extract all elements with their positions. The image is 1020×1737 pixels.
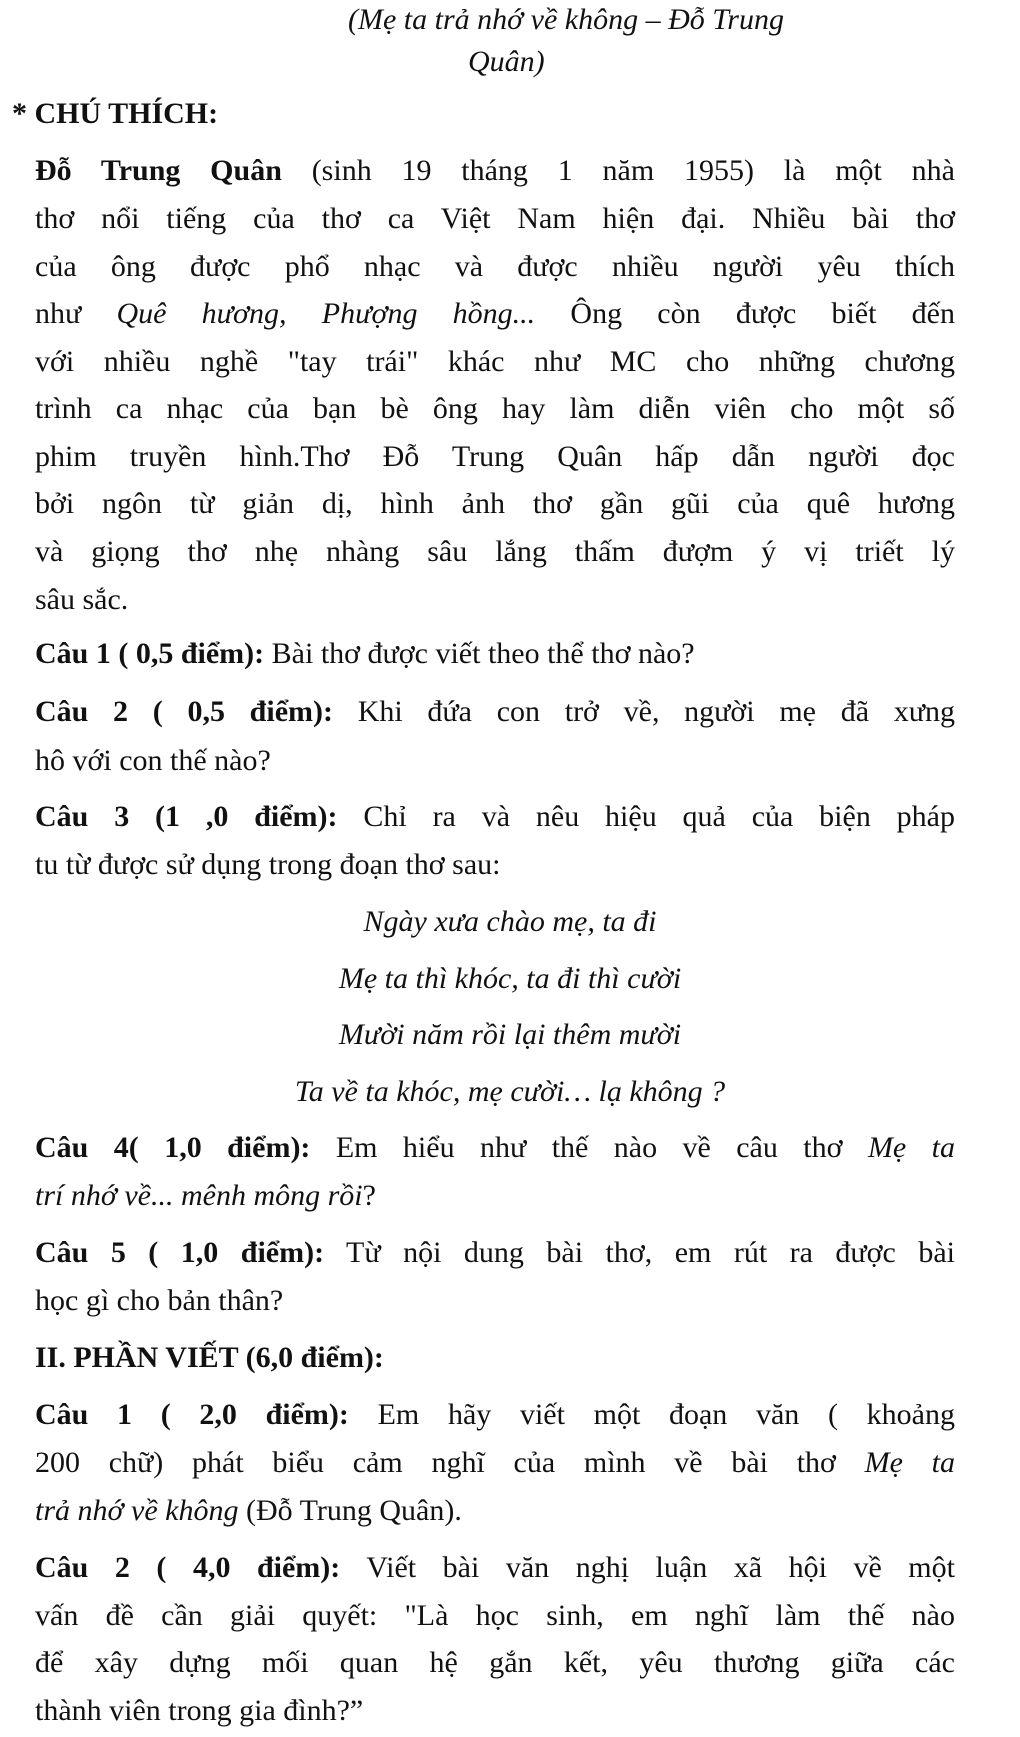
question-4-label: Câu 4( 1,0 điểm):: [35, 1131, 311, 1165]
question-4-text-1: Em hiểu như thế nào về câu thơ: [310, 1131, 868, 1165]
notes-line-9: và giọng thơ nhẹ nhàng sâu lắng thấm đượm ý vị triết lý: [35, 534, 955, 568]
notes-line-8: bởi ngôn từ giản dị, hình ảnh thơ gần gũi của quê hương: [35, 486, 955, 520]
writing-2-line-4: thành viên trong gia đình?”: [35, 1693, 364, 1727]
question-2-line-2: hô với con thế nào?: [35, 743, 271, 777]
question-5-label: Câu 5 ( 1,0 điểm):: [35, 1235, 325, 1269]
question-3-line-1: [35, 797, 955, 837]
notes-line-5: với nhiều nghề "tay trái" khác như MC cho những chương: [35, 344, 955, 378]
source-text-1: (Mẹ ta trả nhớ về không – Đỗ Trung: [348, 3, 784, 36]
source-line-1: [348, 0, 948, 40]
notes-line-7: phim truyền hình.Thơ Đỗ Trung Quân hấp dẫn người đọc: [35, 439, 955, 473]
poem-line-4: Ta về ta khóc, mẹ cười… lạ không ?: [294, 1074, 726, 1108]
poem-line-3: Mười năm rồi lại thêm mười: [338, 1018, 682, 1052]
notes-line-10: sâu sắc.: [35, 582, 129, 616]
question-4-line-2: [35, 1176, 955, 1216]
question-5-line-1: [35, 1233, 955, 1273]
question-4-line-1: [35, 1128, 955, 1168]
writing-2-line-2: vấn đề cần giải quyết: "Là học sinh, em nghĩ làm thế nào: [35, 1598, 955, 1632]
writing-1-line-1: [35, 1395, 955, 1435]
writing-2-label: Câu 2 ( 4,0 điểm):: [35, 1550, 341, 1584]
source-line-2: [468, 42, 668, 82]
question-4-quote-2: trí nhớ về... mênh mông rồi: [35, 1179, 363, 1213]
writing-2-line-1: [35, 1548, 955, 1588]
writing-1-text-1: Em hãy viết một đoạn văn ( khoảng: [348, 1398, 955, 1432]
question-3-line-2: tu từ được sử dụng trong đoạn thơ sau:: [35, 848, 501, 882]
question-4-end: ?: [362, 1179, 376, 1213]
writing-1-text-3: (Đỗ Trung Quân).: [238, 1494, 462, 1528]
question-1-label: Câu 1 ( 0,5 điểm):: [35, 637, 265, 671]
notes-line-4-rest: Ông còn được biết đến: [570, 296, 955, 330]
question-3-text-1: Chỉ ra và nêu hiệu quả của biện pháp: [337, 800, 955, 834]
writing-1-text-2: 200 chữ) phát biểu cảm nghĩ của mình về bài thơ: [35, 1446, 865, 1480]
source-text-2: Quân): [468, 45, 545, 79]
notes-line-2: thơ nổi tiếng của thơ ca Việt Nam hiện đại. Nhiều bài thơ: [35, 201, 955, 235]
writing-1-line-3: [35, 1491, 955, 1531]
notes-line-4: [35, 294, 955, 334]
poem-line-1: Ngày xưa chào mẹ, ta đi: [363, 904, 657, 938]
poem-line-2: Mẹ ta thì khóc, ta đi thì cười: [338, 961, 682, 995]
notes-line-4-prefix: như: [35, 296, 117, 330]
notes-line-1: [35, 151, 955, 191]
writing-1-title-2: trả nhớ về không: [35, 1494, 239, 1528]
question-5-text-1: Từ nội dung bài thơ, em rút ra được bài: [324, 1235, 955, 1269]
question-1-text: Bài thơ được viết theo thể thơ nào?: [264, 637, 695, 671]
question-1: [35, 634, 955, 674]
question-2-text-1: Khi đứa con trở về, người mẹ đã xưng: [333, 694, 955, 728]
notes-line-4-titles: Quê hương, Phượng hồng...: [116, 296, 536, 330]
question-5-line-2: học gì cho bản thân?: [35, 1283, 284, 1317]
writing-heading: II. PHẦN VIẾT (6,0 điểm):: [35, 1340, 384, 1374]
author-name: Đỗ Trung Quân: [35, 153, 282, 187]
writing-1-label: Câu 1 ( 2,0 điểm):: [35, 1398, 349, 1432]
notes-line-3: của ông được phổ nhạc và được nhiều người yêu thích: [35, 249, 955, 283]
question-2-label: Câu 2 ( 0,5 điểm):: [35, 694, 333, 728]
notes-heading: * CHÚ THÍCH:: [12, 97, 219, 131]
writing-1-title-1: Mẹ ta: [864, 1446, 955, 1480]
notes-text-1: (sinh 19 tháng 1 năm 1955) là một nhà: [281, 153, 955, 187]
writing-2-text-1: Viết bài văn nghị luận xã hội về một: [340, 1550, 955, 1584]
notes-line-6: trình ca nhạc của bạn bè ông hay làm diễn viên cho một số: [35, 391, 955, 425]
question-4-quote-1: Mẹ ta: [867, 1131, 956, 1165]
question-3-label: Câu 3 (1 ,0 điểm):: [35, 800, 338, 834]
writing-2-line-3: để xây dựng mối quan hệ gắn kết, yêu thương giữa các: [35, 1645, 955, 1679]
writing-1-line-2: [35, 1443, 955, 1483]
question-2-line-1: [35, 692, 955, 732]
